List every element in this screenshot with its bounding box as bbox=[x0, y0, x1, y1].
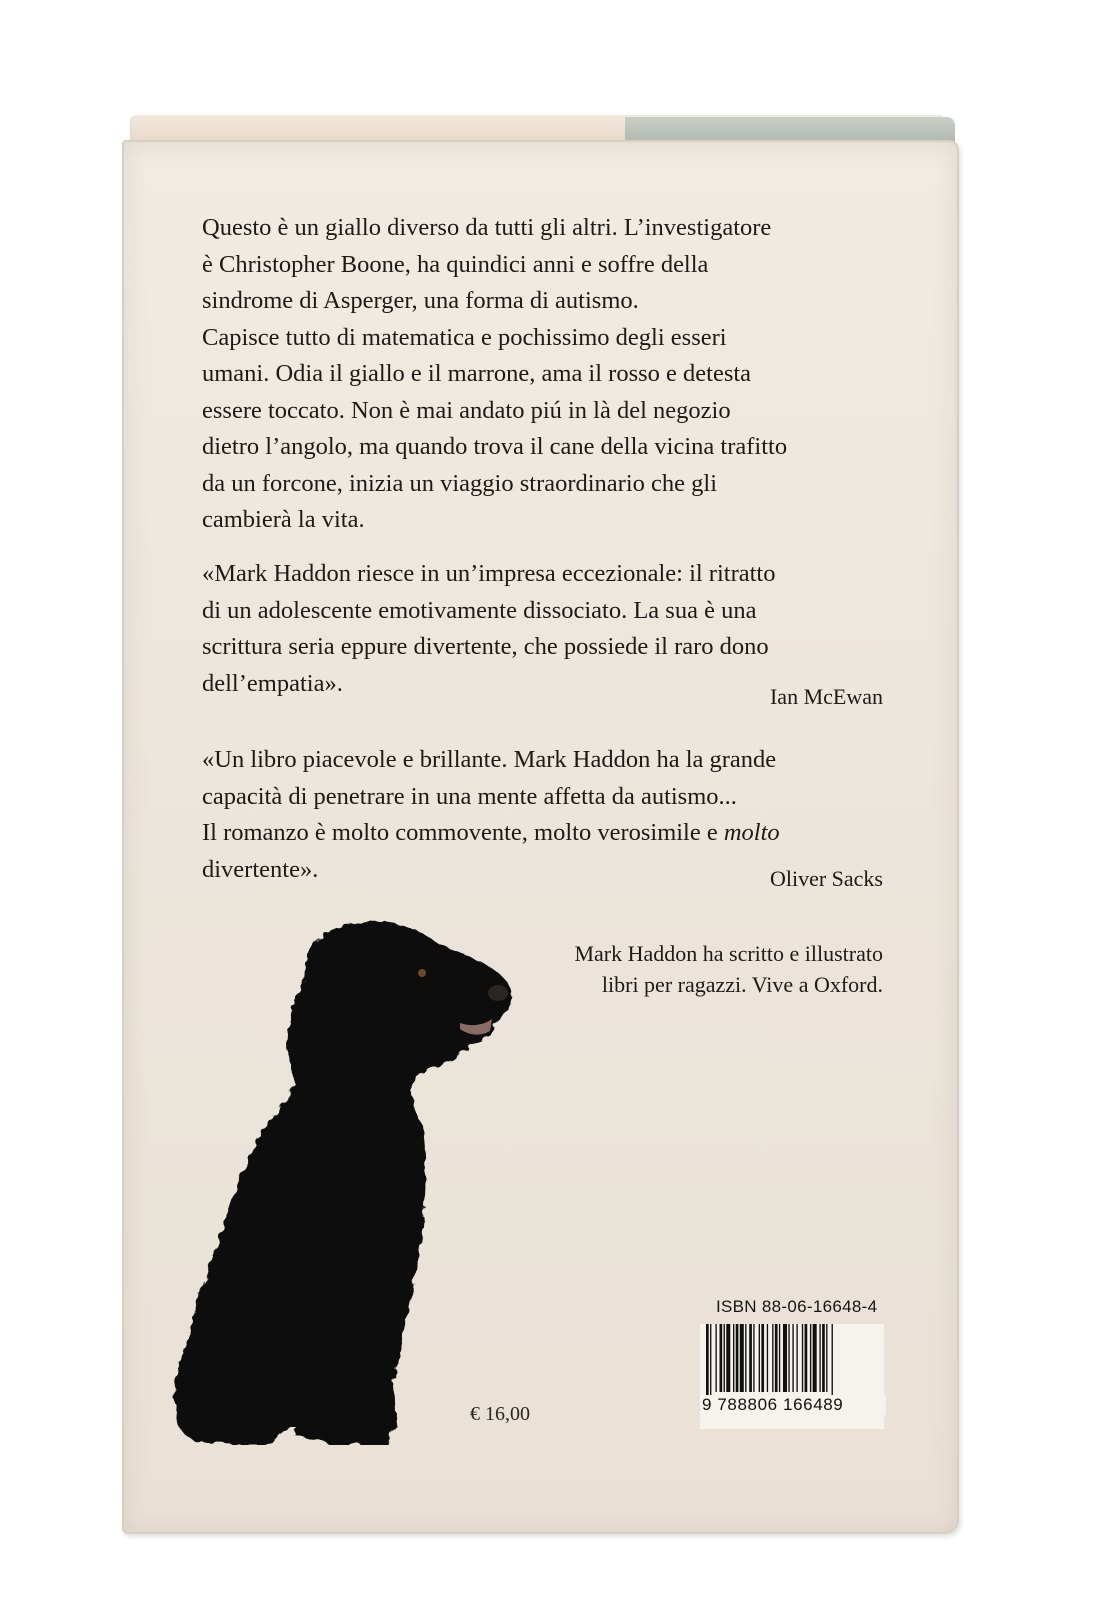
barcode-bar bbox=[767, 1324, 768, 1392]
barcode-bar bbox=[792, 1324, 793, 1392]
review-quote-mcewan bbox=[202, 556, 902, 702]
barcode-bar bbox=[779, 1324, 780, 1392]
barcode-digits: 9 788806 166489 bbox=[700, 1395, 886, 1415]
barcode-bar bbox=[745, 1324, 746, 1392]
quote-line: «Mark Haddon riesce in un’impresa eccezionale: il ritratto bbox=[202, 560, 776, 587]
quote-author-sacks: Oliver Sacks bbox=[769, 866, 883, 891]
barcode-bar bbox=[832, 1324, 833, 1396]
synopsis-line: da un forcone, inizia un viaggio straordinario che gli bbox=[202, 469, 718, 497]
synopsis-line: è Christopher Boone, ha quindici anni e soffre della bbox=[202, 250, 709, 278]
synopsis-line: cambierà la vita. bbox=[202, 506, 365, 533]
synopsis-line: umani. Odia il giallo e il marrone, ama il rosso e detesta bbox=[202, 360, 752, 387]
barcode-bar bbox=[819, 1324, 820, 1392]
barcode-bar bbox=[788, 1324, 789, 1392]
quote-line: divertente». bbox=[202, 855, 319, 883]
barcode-bar bbox=[733, 1324, 734, 1392]
synopsis-line: dietro l’angolo, ma quando trova il cane della vicina trafitto bbox=[202, 433, 788, 460]
barcode-bar bbox=[796, 1324, 797, 1392]
barcode-bar bbox=[813, 1324, 817, 1392]
barcode-bar bbox=[810, 1324, 811, 1392]
quote-author-mcewan: Ian McEwan bbox=[769, 684, 883, 709]
isbn-label: ISBN 88-06-16648-4 bbox=[716, 1297, 878, 1316]
price-label: € 16,00 bbox=[470, 1403, 530, 1425]
barcode-bar bbox=[775, 1324, 778, 1392]
barcode-bar bbox=[749, 1324, 752, 1392]
barcode-bar bbox=[740, 1324, 744, 1392]
barcode-bar bbox=[726, 1324, 730, 1392]
quote-line: «Un libro piacevole e brillante. Mark Haddon ha la grande bbox=[202, 746, 777, 773]
barcode-bar bbox=[759, 1324, 760, 1392]
barcode-bar bbox=[736, 1324, 739, 1392]
barcode-bar bbox=[753, 1324, 754, 1392]
barcode-bar bbox=[761, 1324, 764, 1392]
barcode-bar bbox=[706, 1324, 709, 1396]
barcode-bar bbox=[783, 1324, 787, 1392]
quote-emphasis: molto bbox=[723, 819, 780, 846]
barcode-bar bbox=[822, 1324, 825, 1392]
quote-line: capacità di penetrare in una mente affetta da autismo... bbox=[202, 782, 737, 810]
quote-text: Il romanzo è molto commovente, molto verosimile e bbox=[202, 819, 724, 846]
author-bio bbox=[463, 938, 883, 1000]
quote-line: di un adolescente emotivamente dissociato. La sua è una bbox=[202, 596, 757, 624]
quote-line: dell’empatia». bbox=[202, 669, 343, 697]
synopsis bbox=[202, 210, 902, 539]
barcode-bars bbox=[700, 1324, 884, 1396]
barcode-bar bbox=[715, 1324, 716, 1392]
dog-silhouette-image bbox=[160, 905, 520, 1445]
barcode-bar bbox=[772, 1324, 773, 1392]
barcode-bar bbox=[724, 1324, 725, 1392]
synopsis-line: Questo è un giallo diverso da tutti gli altri. L’investigatore bbox=[202, 214, 772, 241]
quote-line: scrittura seria eppure divertente, che possiede il raro dono bbox=[202, 633, 769, 660]
barcode-bar bbox=[805, 1324, 808, 1392]
synopsis-line: essere toccato. Non è mai andato piú in là del negozio bbox=[202, 396, 731, 424]
bio-line: libri per ragazzi. Vive a Oxford. bbox=[601, 972, 883, 997]
barcode-bar bbox=[802, 1324, 803, 1392]
barcode-bar bbox=[826, 1324, 827, 1392]
synopsis-line: sindrome di Asperger, una forma di autismo. bbox=[202, 287, 639, 314]
barcode-bar bbox=[710, 1324, 711, 1396]
barcode-bar bbox=[720, 1324, 723, 1392]
synopsis-line: Capisce tutto di matematica e pochissimo degli esseri bbox=[202, 323, 727, 351]
quote-line bbox=[202, 815, 902, 852]
bio-line: Mark Haddon ha scritto e illustrato bbox=[574, 941, 883, 966]
